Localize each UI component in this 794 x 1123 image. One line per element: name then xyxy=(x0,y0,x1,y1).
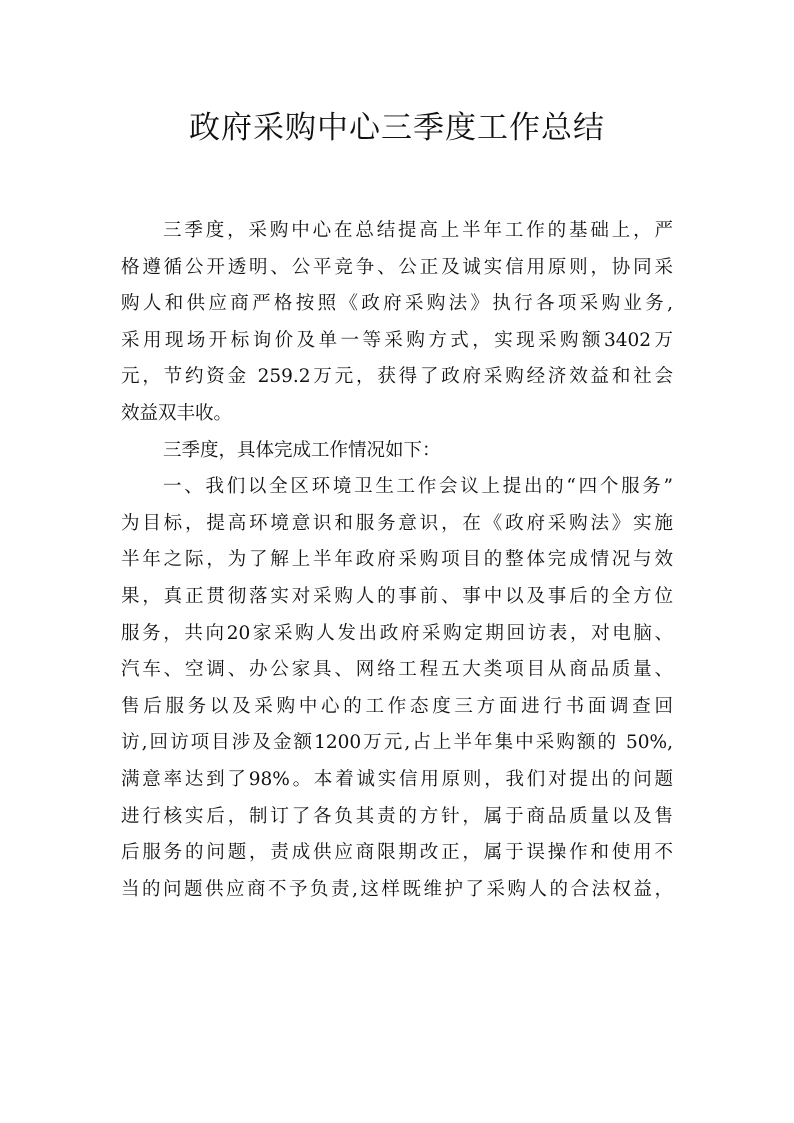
body-line: 采用现场开标询价及单一等采购方式，实现采购额3402万 xyxy=(121,329,673,351)
body-line: 后服务的问题，责成供应商限期改正，属于误操作和使用不 xyxy=(121,842,673,864)
body-line: 售后服务以及采购中心的工作态度三方面进行书面调查回 xyxy=(121,695,673,717)
body-line: 果，真正贯彻落实对采购人的事前、事中以及事后的全方位 xyxy=(121,585,673,607)
body-line: 购人和供应商严格按照《政府采购法》执行各项采购业务, xyxy=(121,293,673,315)
body-line: 一、我们以全区环境卫生工作会议上提出的“四个服务” xyxy=(163,476,673,498)
body-line: 汽车、空调、办公家具、网络工程五大类项目从商品质量、 xyxy=(121,659,673,681)
document-title: 政府采购中心三季度工作总结 xyxy=(189,110,605,146)
body-line: 为目标，提高环境意识和服务意识，在《政府采购法》实施 xyxy=(121,512,673,534)
body-line: 满意率达到了98%。本着诚实信用原则，我们对提出的问题 xyxy=(121,768,673,790)
body-line: 当的问题供应商不予负责,这样既维护了采购人的合法权益， xyxy=(121,878,673,900)
body-line: 格遵循公开透明、公平竞争、公正及诚实信用原则，协同采 xyxy=(121,256,673,278)
body-line: 三季度，采购中心在总结提高上半年工作的基础上，严 xyxy=(163,220,673,241)
body-line: 半年之际，为了解上半年政府采购项目的整体完成情况与效 xyxy=(121,549,673,571)
body-line: 访,回访项目涉及金额1200万元,占上半年集中采购额的 50%, xyxy=(121,732,673,754)
body-line: 服务，共向20家采购人发出政府采购定期回访表，对电脑、 xyxy=(121,622,673,644)
body-line: 元，节约资金 259.2万元，获得了政府采购经济效益和社会 xyxy=(121,366,673,388)
body-line: 进行核实后，制订了各负其责的方针，属于商品质量以及售 xyxy=(121,805,673,827)
document-body xyxy=(121,213,673,908)
body-line: 效益双丰收。 xyxy=(121,402,233,424)
body-line: 三季度，具体完成工作情况如下： xyxy=(163,439,441,461)
